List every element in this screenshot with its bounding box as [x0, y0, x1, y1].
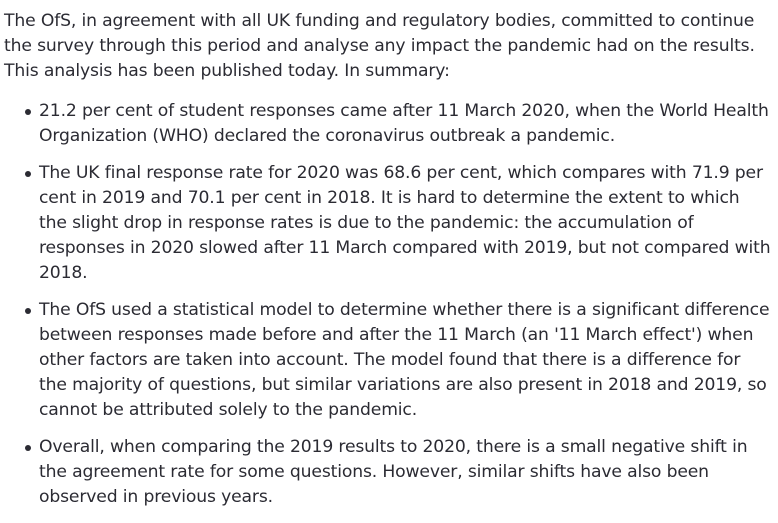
- bullet-icon: [25, 445, 31, 451]
- bullet-icon: [25, 308, 31, 314]
- list-item: [22, 161, 772, 286]
- summary-list: [4, 99, 772, 510]
- list-item-text: The UK final response rate for 2020 was 68.6 per cent, which compares with 71.9 per cent in 2019 and 70.1 per cent in 2018. It is hard to determine the extent to which the slight drop in response rates is due to the pandemic: the accumulation of responses in 2020 slowed after 11 March compared with 2019, but not compared with 2018.: [39, 163, 771, 283]
- list-item-text: The OfS used a statistical model to determine whether there is a significant difference between responses made before and after the 11 March (an '11 March effect') when other factors are taken into account. The model found that there is a difference for the majority of questions, but similar variations are also present in 2018 and 2019, so cannot be attributed solely to the pandemic.: [39, 300, 770, 420]
- bullet-icon: [25, 109, 31, 115]
- list-item-text: 21.2 per cent of student responses came after 11 March 2020, when the World Health Organization (WHO) declared the coronavirus outbreak a pandemic.: [39, 101, 769, 146]
- bullet-icon: [25, 171, 31, 177]
- list-item: [22, 298, 772, 423]
- list-item: [22, 435, 772, 510]
- intro-paragraph: The OfS, in agreement with all UK funding and regulatory bodies, committed to continue the survey through this period and analyse any impact the pandemic had on the results. This analysis has been published today. In summary:: [4, 11, 755, 81]
- list-item: [22, 99, 772, 149]
- list-item-text: Overall, when comparing the 2019 results to 2020, there is a small negative shift in the agreement rate for some questions. However, similar shifts have also been observed in previous years.: [39, 437, 748, 507]
